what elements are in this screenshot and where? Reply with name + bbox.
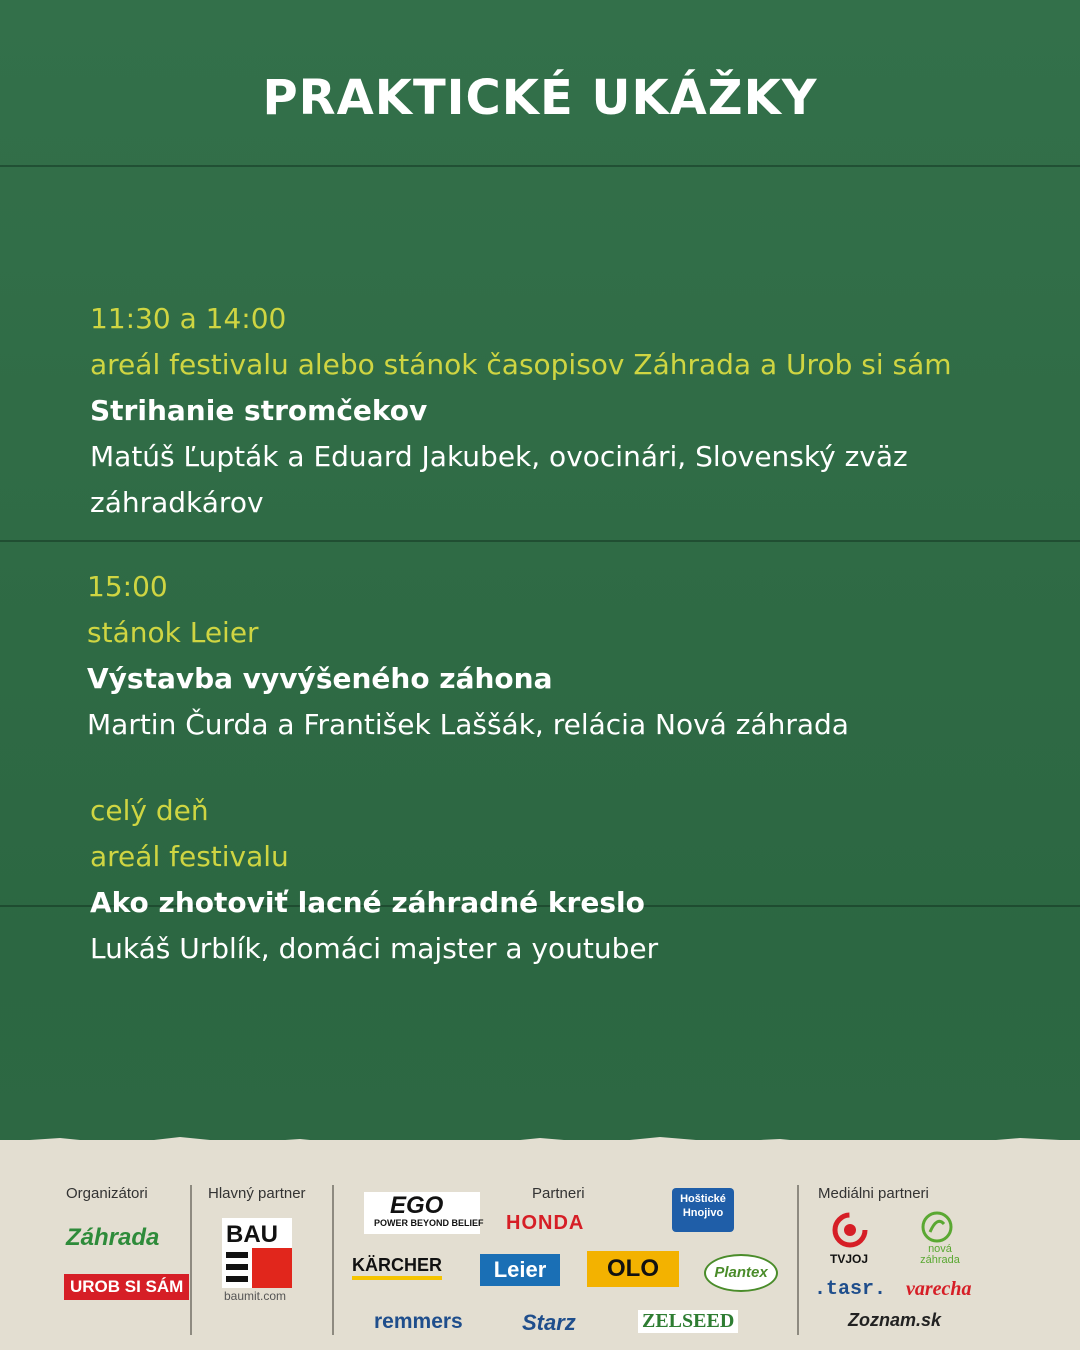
leier-logo: Leier bbox=[480, 1254, 560, 1286]
event-presenters: Lukáš Urblík, domáci majster a youtuber bbox=[90, 932, 659, 965]
zelseed-logo: ZELSEED bbox=[638, 1310, 738, 1333]
karcher-logo: KÄRCHER bbox=[352, 1255, 442, 1280]
nova-zahrada-icon bbox=[920, 1210, 954, 1244]
event-name: Strihanie stromčekov bbox=[90, 394, 428, 427]
event-place: areál festivalu bbox=[90, 840, 289, 873]
event-presenters: Matúš Ľupták a Eduard Jakubek, ovocinári, Slovenský zväz bbox=[90, 440, 908, 473]
event-time: celý deň bbox=[90, 794, 209, 827]
event-time: 15:00 bbox=[87, 570, 168, 603]
plantex-logo: Plantex bbox=[704, 1254, 778, 1292]
divider bbox=[797, 1185, 799, 1335]
event-place: areál festivalu alebo stánok časopisov Záhrada a Urob si sám bbox=[90, 348, 952, 381]
tasr-logo: .tasr. bbox=[814, 1278, 887, 1301]
urob-si-sam-logo: UROB SI SÁM bbox=[64, 1274, 189, 1300]
organizers-label: Organizátori bbox=[66, 1185, 148, 1202]
nova-zahrada-label: nová záhrada bbox=[920, 1243, 960, 1266]
ego-logo: EGO POWER BEYOND BELIEF bbox=[364, 1192, 480, 1234]
event-presenters: Martin Čurda a František Laššák, relácia Nová záhrada bbox=[87, 708, 849, 741]
plank-line bbox=[0, 540, 1080, 542]
event-1 bbox=[90, 296, 952, 526]
zoznam-logo: Zoznam.sk bbox=[848, 1310, 942, 1330]
olo-logo: OLO bbox=[587, 1251, 679, 1287]
divider bbox=[190, 1185, 192, 1335]
partners-label: Partneri bbox=[532, 1185, 585, 1202]
starz-logo: Starz bbox=[522, 1310, 576, 1335]
media-partners-label: Mediálni partneri bbox=[818, 1185, 929, 1202]
tvjoj-icon bbox=[830, 1210, 870, 1250]
honda-logo: HONDA bbox=[506, 1212, 585, 1234]
hostice-hnojivo-logo: Hoštické Hnojivo bbox=[672, 1188, 734, 1232]
event-time: 11:30 a 14:00 bbox=[90, 302, 287, 335]
varecha-logo: varecha bbox=[906, 1278, 972, 1300]
divider bbox=[332, 1185, 334, 1335]
zahrada-logo: Záhrada bbox=[66, 1224, 160, 1251]
event-name: Ako zhotoviť lacné záhradné kreslo bbox=[90, 886, 645, 919]
tvjoj-label: TVJOJ bbox=[830, 1252, 869, 1266]
event-3 bbox=[90, 788, 658, 972]
main-partner-label: Hlavný partner bbox=[208, 1185, 306, 1202]
svg-text:BAU: BAU bbox=[226, 1221, 278, 1248]
baumit-logo bbox=[222, 1218, 292, 1288]
event-presenters-cont: záhradkárov bbox=[90, 486, 264, 519]
event-place: stánok Leier bbox=[87, 616, 259, 649]
plank-line bbox=[0, 165, 1080, 167]
event-name: Výstavba vyvýšeného záhona bbox=[87, 662, 553, 695]
event-2 bbox=[87, 564, 849, 748]
baumit-url: baumit.com bbox=[224, 1289, 287, 1303]
remmers-logo: remmers bbox=[374, 1310, 463, 1333]
page-title: PRAKTICKÉ UKÁŽKY bbox=[262, 70, 818, 126]
